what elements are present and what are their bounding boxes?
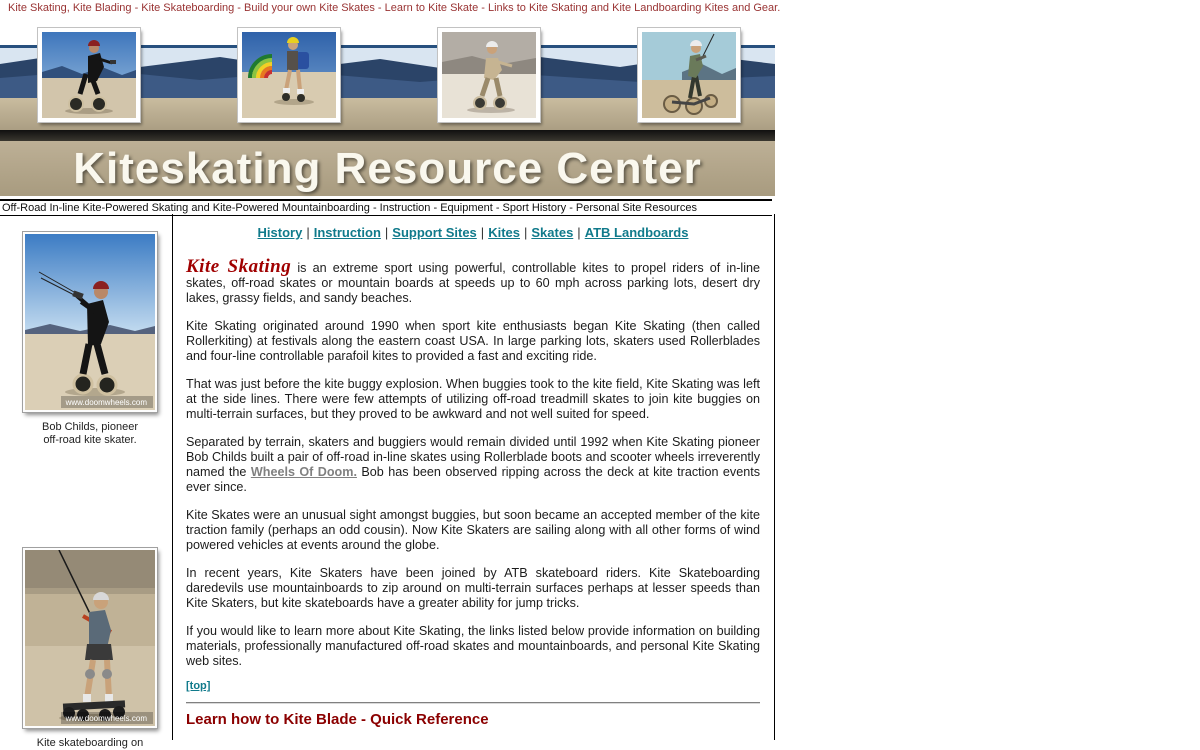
- nav-separator: |: [480, 225, 485, 240]
- banner-photo-kite-skater-2: [238, 28, 340, 122]
- next-section-heading: Learn how to Kite Blade - Quick Reference: [186, 711, 489, 728]
- learn-more-paragraph: If you would like to learn more about Kite Skating, the links listed below provide information on building materials, professionally manufactured off-road skates and mountainboards, and personal Kite Skating web sites.: [186, 624, 760, 668]
- sidebar-photo-caption: [8, 737, 172, 750]
- banner-photo-kite-skater-3: [438, 28, 540, 122]
- nav-link-skates[interactable]: Skates: [531, 225, 574, 240]
- main-content: [173, 214, 774, 728]
- kite-skates-paragraph: Kite Skates were an unusual sight amongst buggies, but soon became an accepted member of the kite traction family (perhaps an odd cousin). Now Kite Skaters are sailing along with all other forms of wind powered vehicles at events around the globe.: [186, 508, 760, 552]
- nav-separator: |: [523, 225, 528, 240]
- banner-dark-stripe: [0, 130, 775, 141]
- nav-separator: |: [577, 225, 581, 240]
- nav-link-support-sites[interactable]: Support Sites: [392, 225, 477, 240]
- kite-skating-lead: Kite Skating: [186, 256, 292, 277]
- nav-separator: |: [306, 225, 310, 240]
- nav-link-atb-landboards[interactable]: ATB Landboards: [584, 225, 689, 240]
- content-right-border: [774, 214, 775, 740]
- wheels-of-doom-link[interactable]: Wheels Of Doom.: [250, 465, 357, 479]
- photo-watermark: www.doomwheels.com: [65, 398, 147, 407]
- buggy-paragraph: That was just before the kite buggy explosion. When buggies took to the kite field, Kite Skating was left at the side lines. There were few attempts of utilizing off-road treadmill skates to join kite buggies on multi-terrain surfaces, but they proved to be awkward and not well suited for speed.: [186, 377, 760, 421]
- sidebar-photo-caption: [8, 421, 172, 447]
- intro-paragraph: [186, 256, 760, 306]
- history-paragraph: Kite Skating originated around 1990 when sport kite enthusiasts began Kite Skating (then called Rollerkiting) at festivals along the eastern coast USA. In large parking lots, skaters used Rollerblades and four-line controllable parafoil kites to provided a fast and exciting ride.: [186, 319, 760, 363]
- intro-text: is an extreme sport using powerful, controllable kites to propel riders of in-line skates, off-road skates or mountain boards at speeds up to 60 mph across parking lots, desert dry lakes, grassy fields, and sandy beaches.: [186, 261, 760, 305]
- atb-paragraph: In recent years, Kite Skaters have been joined by ATB skateboard riders. Kite Skateboarding daredevils use mountainboards to zip around on multi-terrain surfaces perhaps at lesser speeds than Kite Skaters, but kite skateboards have a greater ability for jump tricks.: [186, 566, 760, 610]
- photo-watermark: www.doomwheels.com: [65, 714, 147, 723]
- nav-separator: |: [384, 225, 389, 240]
- sidebar: [8, 214, 172, 750]
- caption-line: Kite skateboarding on: [36, 737, 144, 749]
- sidebar-photo-bob-childs: [23, 232, 157, 412]
- nav-link-instruction[interactable]: Instruction: [313, 225, 381, 240]
- bob-childs-paragraph: [186, 435, 760, 495]
- paragraph-text: Separated by terrain, skaters and buggiers would remain divided until 1992 when Kite Skating pioneer Bob Childs built a pair of off-road in-line skates using Rollerblade boots and scooter wheels irreverently named the: [186, 435, 760, 479]
- section-divider: [186, 702, 760, 704]
- banner-photo-kite-landboarder: [638, 28, 740, 122]
- page-tagline: Kite Skating, Kite Blading - Kite Skateboarding - Build your own Kite Skates - Learn to Kite Skate - Links to Kite Skating and Kite Landboarding Kites and Gear.: [8, 2, 781, 14]
- nav-link-kites[interactable]: Kites: [488, 225, 520, 240]
- caption-line: Bob Childs, pioneer: [41, 421, 138, 433]
- caption-line: off-road kite skater.: [43, 434, 137, 446]
- sidebar-photo-kite-skateboarder: [23, 548, 157, 728]
- page-nav: [186, 225, 760, 240]
- site-title: Kiteskating Resource Center: [73, 144, 702, 193]
- banner-subtitle: Off-Road In-line Kite-Powered Skating and Kite-Powered Mountainboarding - Instruction - Equipment - Sport History - Personal Site Resources: [2, 202, 697, 214]
- banner-title-bar: [0, 141, 775, 196]
- nav-link-history[interactable]: History: [257, 225, 303, 240]
- top-link[interactable]: [top]: [186, 680, 211, 692]
- paragraph-text: Bob has been observed ripping across the deck at kite traction events ever since.: [186, 465, 760, 494]
- banner-photo-kite-skater-1: [38, 28, 140, 122]
